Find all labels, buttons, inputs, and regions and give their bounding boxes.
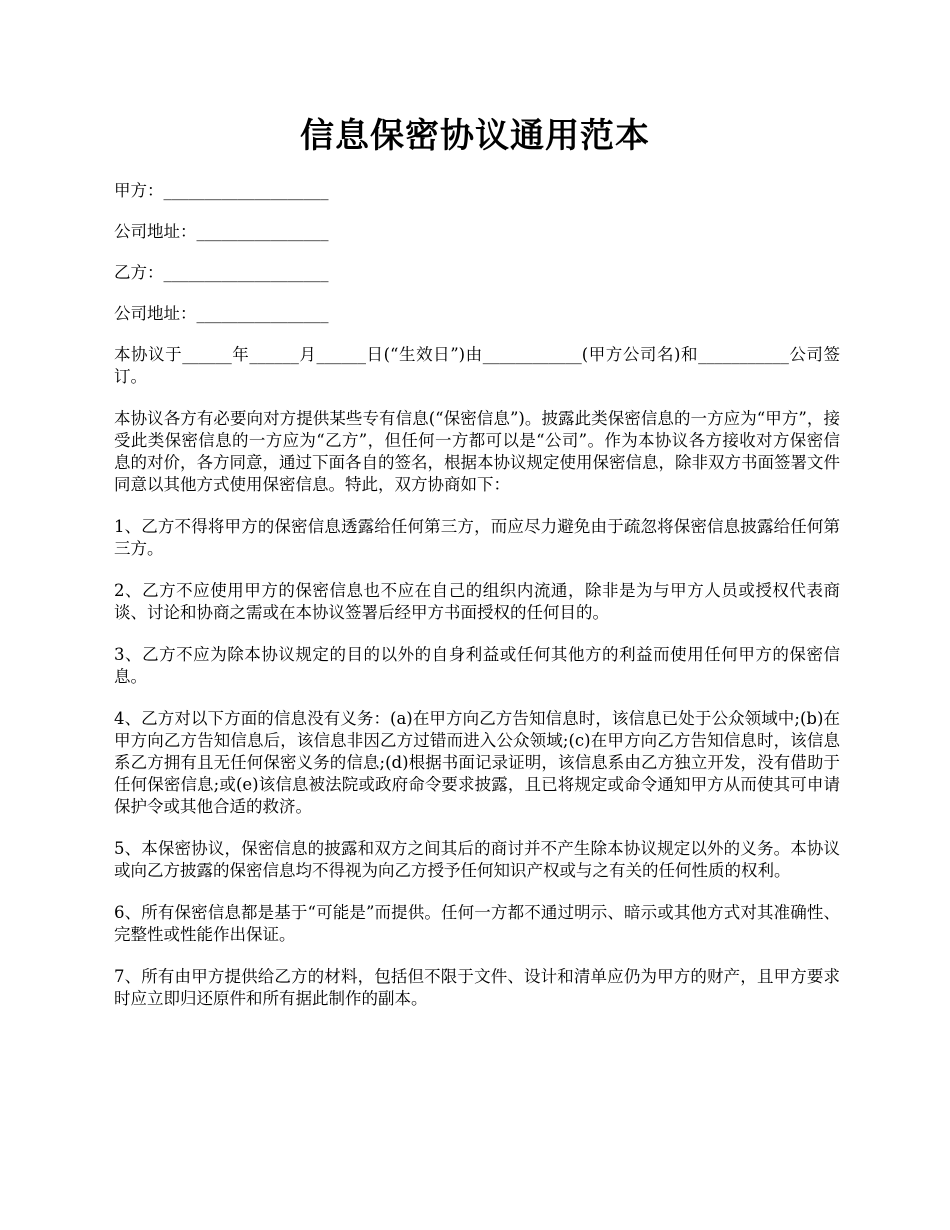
clause-2: 2、乙方不应使用甲方的保密信息也不应在自己的组织内流通，除非是为与甲方人员或授权代表商谈、讨论和协商之需或在本协议签署后经甲方书面授权的任何目的。	[114, 581, 840, 622]
intro-paragraph: 本协议各方有必要向对方提供某些专有信息(“保密信息”)。披露此类保密信息的一方应为“甲方”，接受此类保密信息的一方应为“乙方”，但任何一方都可以是“公司”。作为本协议各方接收对方保密信息的对价，各方同意，通过下面各自的签名，根据本协议规定使用保密信息，除非双方书面签署文件同意以其他方式使用保密信息。特此，双方协商如下：	[114, 409, 840, 494]
clause-5: 5、本保密协议，保密信息的披露和双方之间其后的商讨并不产生除本协议规定以外的义务。本协议或向乙方披露的保密信息均不得视为向乙方授予任何知识产权或与之有关的任何性质的权利。	[114, 839, 840, 880]
party-b-address-field	[114, 303, 840, 325]
document-title: 信息保密协议通用范本	[300, 116, 650, 156]
party-a-blank: ____________________	[163, 181, 329, 200]
party-a-address-blank: ________________	[196, 222, 329, 241]
party-a-address-field	[114, 221, 840, 243]
party-a-field	[114, 180, 840, 202]
signing-statement: 本协议于______年______月______日(“生效日”)由____________(甲方公司名)和___________公司签订。	[114, 345, 840, 386]
document-body	[114, 180, 840, 1030]
clause-6: 6、所有保密信息都是基于“可能是”而提供。任何一方都不通过明示、暗示或其他方式对其准确性、完整性或性能作出保证。	[114, 903, 840, 944]
party-b-label: 乙方：	[114, 263, 164, 282]
party-b-field	[114, 262, 840, 284]
clause-1: 1、乙方不得将甲方的保密信息透露给任何第三方，而应尽力避免由于疏忽将保密信息披露给任何第三方。	[114, 517, 840, 558]
party-b-address-label: 公司地址：	[114, 304, 197, 323]
party-b-blank: ____________________	[163, 263, 329, 282]
clause-3: 3、乙方不应为除本协议规定的目的以外的自身利益或任何其他方的利益而使用任何甲方的保密信息。	[114, 645, 840, 686]
clause-4: 4、乙方对以下方面的信息没有义务：(a)在甲方向乙方告知信息时，该信息已处于公众领域中;(b)在甲方向乙方告知信息后，该信息非因乙方过错而进入公众领域;(c)在甲方向乙方告知信息时，该信息系乙方拥有且无任何保密义务的信息;(d)根据书面记录证明，该信息系由乙方独立开发，没有借助于任何保密信息;或(e)该信息被法院或政府命令要求披露，且已将规定或命令通知甲方从而使其可申请保护令或其他合适的救济。	[114, 709, 840, 816]
party-a-address-label: 公司地址：	[114, 222, 197, 241]
party-b-address-blank: ________________	[196, 304, 329, 323]
clause-7: 7、所有由甲方提供给乙方的材料，包括但不限于文件、设计和清单应仍为甲方的财产，且甲方要求时应立即归还原件和所有据此制作的副本。	[114, 967, 840, 1008]
party-a-label: 甲方：	[114, 181, 164, 200]
